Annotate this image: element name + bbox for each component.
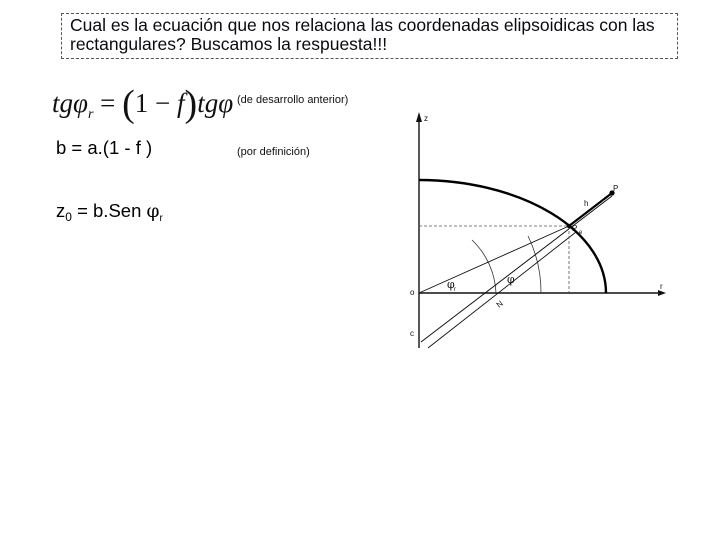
formula-semi-minor-axis: b = a.(1 - f ) xyxy=(56,137,153,158)
formula1-open-paren: ( xyxy=(122,83,135,125)
phi-r-sub-label: r xyxy=(454,287,456,293)
height-h-segment xyxy=(569,193,612,226)
formula1-rhs-tg: tg xyxy=(197,88,219,118)
point-p-label: P xyxy=(613,184,619,193)
z-axis-arrow xyxy=(416,112,422,122)
formula1-equals: = xyxy=(100,88,116,118)
formula1-lhs-tg: tg xyxy=(52,88,74,118)
formula3-z-sub: 0 xyxy=(65,210,72,224)
formula1-f: f xyxy=(177,88,185,118)
formula1-one-minus: 1 − xyxy=(134,88,178,118)
normal-line xyxy=(421,196,612,342)
formula3-phi: φ xyxy=(146,201,160,222)
normal-label: N xyxy=(494,298,505,310)
formula1-close-paren: ) xyxy=(184,83,198,125)
height-h-label: h xyxy=(584,199,589,208)
formula3-middle: = b.Sen xyxy=(71,200,147,221)
reduced-radius-line xyxy=(419,226,569,293)
formula1-lhs-sub: r xyxy=(87,107,94,122)
formula3-phi-sub: r xyxy=(159,213,163,224)
formula1-note: (de desarrollo anterior) xyxy=(237,94,349,106)
formula1-rhs-phi: φ xyxy=(218,88,234,118)
point-pe-sub-label: e xyxy=(579,230,583,236)
origin-label: o xyxy=(410,288,415,297)
phi-label: φ xyxy=(507,273,515,286)
center-label: c xyxy=(410,329,414,338)
z-axis-label: z xyxy=(424,114,428,123)
question-text: Cual es la ecuación que nos relaciona las coordenadas elipsoidicas con las rectangulares? Buscamos la respuesta!!! xyxy=(70,15,655,54)
formula2-note: (por definición) xyxy=(237,146,310,158)
point-pe-label: P xyxy=(572,224,578,233)
formula1-lhs-phi: φ xyxy=(73,88,88,118)
phi-r-label: φ xyxy=(447,278,455,291)
point-pe-marker xyxy=(567,224,571,228)
formula3-z: z xyxy=(56,200,66,221)
r-axis-label: r xyxy=(660,282,663,291)
phi-r-angle-arc xyxy=(472,240,496,293)
